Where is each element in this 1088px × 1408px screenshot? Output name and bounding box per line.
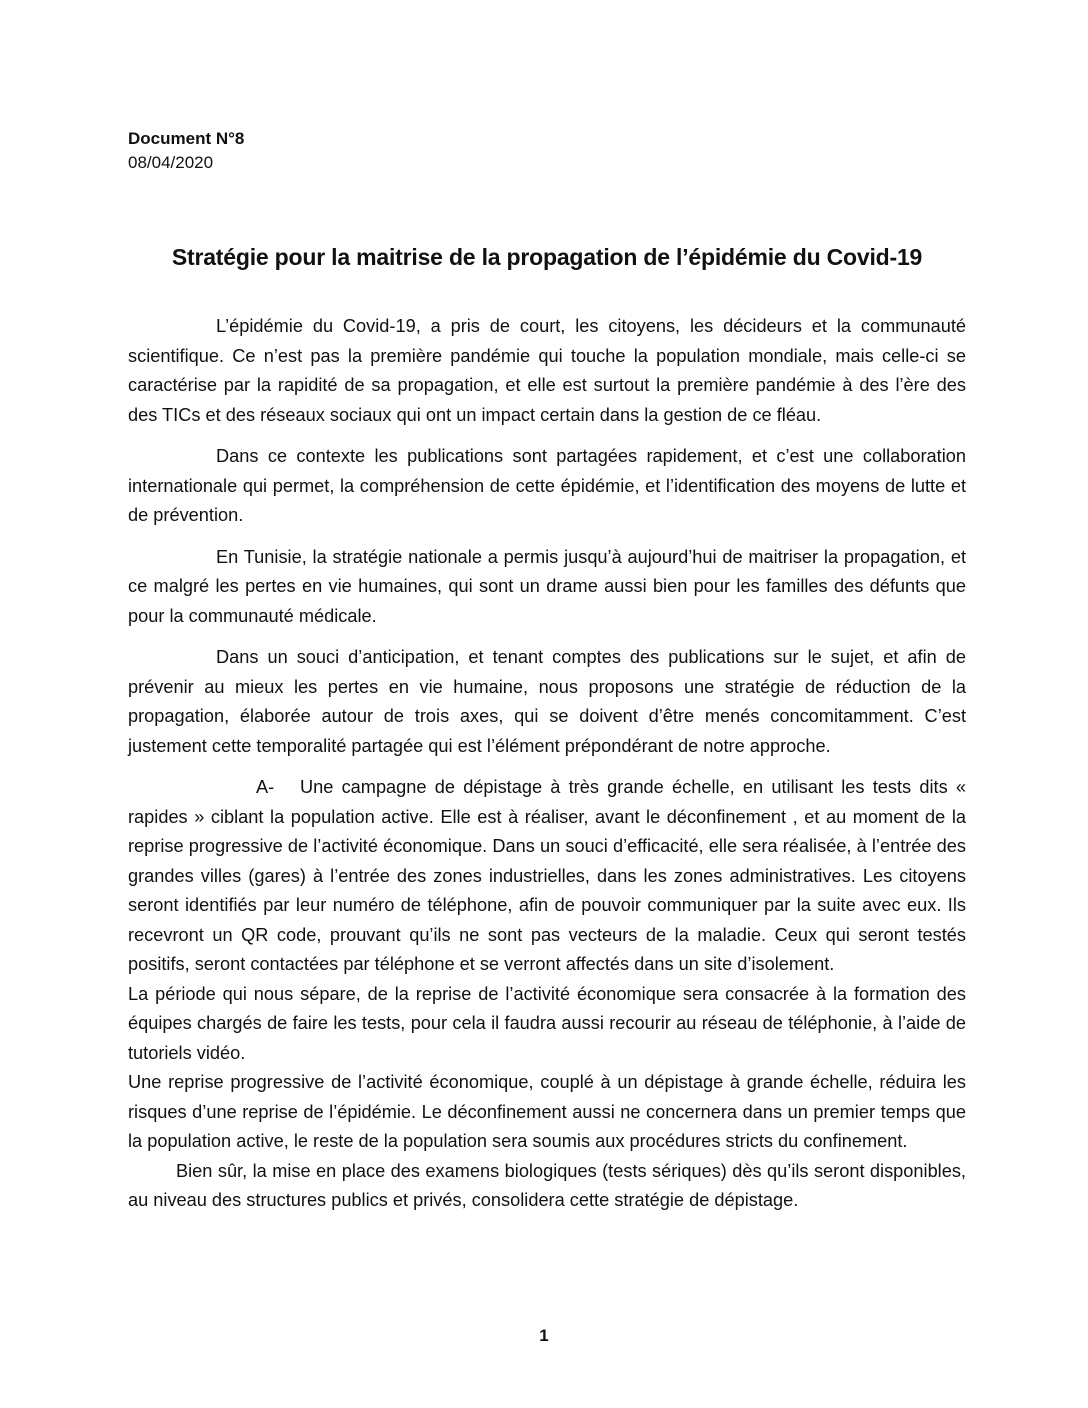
document-number: Document N°8 bbox=[128, 129, 245, 148]
list-item-a bbox=[128, 773, 966, 980]
document-date: 08/04/2020 bbox=[128, 153, 214, 172]
paragraph-training-period: La période qui nous sépare, de la reprise de l’activité économique sera consacrée à la formation des équipes chargés de faire les tests, pour cela il faudra aussi recourir au réseau de téléphonie, à l’aide de tutoriels vidéo. bbox=[128, 983, 966, 1063]
paragraph-serological-tests: Bien sûr, la mise en place des examens biologiques (tests sériques) dès qu’ils seront disponibles, au niveau des structures publics et privés, consolidera cette stratégie de dépistage. bbox=[128, 1160, 966, 1210]
list-item-a-text: Une campagne de dépistage à très grande échelle, en utilisant les tests dits « rapides » ciblant la population active. Elle est à réaliser, avant le déconfinement , et au moment de la reprise progressive de l’activité économique. Dans un souci d’efficacité, elle sera réalisée, à l’entrée des grandes villes (gares) à l’entrée des zones industrielles, dans les zones administratives. Les citoyens seront identifiés par leur numéro de téléphone, afin de pouvoir communiquer par la suite avec eux. Ils recevront un QR code, prouvant qu’ils ne sont pas vecteurs de la maladie. Ceux qui seront testés positifs, seront contactées par téléphone et se verront affectés dans un site d’isolement. bbox=[128, 777, 966, 974]
paragraph-tunisia: En Tunisie, la stratégie nationale a permis jusqu’à aujourd’hui de maitriser la propagation, et ce malgré les pertes en vie humaines, qui sont un drame aussi bien pour les familles des défunts que pour la communauté médicale. bbox=[128, 546, 966, 626]
page-number: 1 bbox=[539, 1326, 549, 1345]
paragraph-anticipation: Dans un souci d’anticipation, et tenant comptes des publications sur le sujet, et afin de prévenir au mieux les pertes en vie humaine, nous proposons une stratégie de réduction de la propagation, élaborée autour de trois axes, qui se doivent d’être menés concomitamment. C’est justement cette temporalité partagée qui est l’élément prépondérant de notre approche. bbox=[128, 647, 966, 756]
document-body bbox=[128, 312, 966, 1216]
list-item-marker: A- bbox=[256, 777, 275, 797]
paragraph-intro: L’épidémie du Covid-19, a pris de court, les citoyens, les décideurs et la communauté scientifique. Ce n’est pas la première pandémie qui touche la population mondiale, mais celle-ci se caractérise par la rapidité de sa propagation, et elle est surtout la première pandémie à des l’ère des des TICs et des réseaux sociaux qui ont un impact certain dans la gestion de ce fléau. bbox=[128, 316, 966, 425]
paragraph-progressive-recovery: Une reprise progressive de l’activité économique, couplé à un dépistage à grande échelle, réduira les risques d’une reprise de l’épidémie. Le déconfinement aussi ne concernera dans un premier temps que la population active, le reste de la population sera soumis aux procédures stricts du confinement. bbox=[128, 1072, 966, 1151]
document-title: Stratégie pour la maitrise de la propagation de l’épidémie du Covid-19 bbox=[171, 244, 923, 270]
paragraph-context: Dans ce contexte les publications sont partagées rapidement, et c’est une collaboration internationale qui permet, la compréhension de cette épidémie, et l’identification des moyens de lutte et de prévention. bbox=[128, 446, 966, 525]
document-header bbox=[128, 127, 244, 175]
